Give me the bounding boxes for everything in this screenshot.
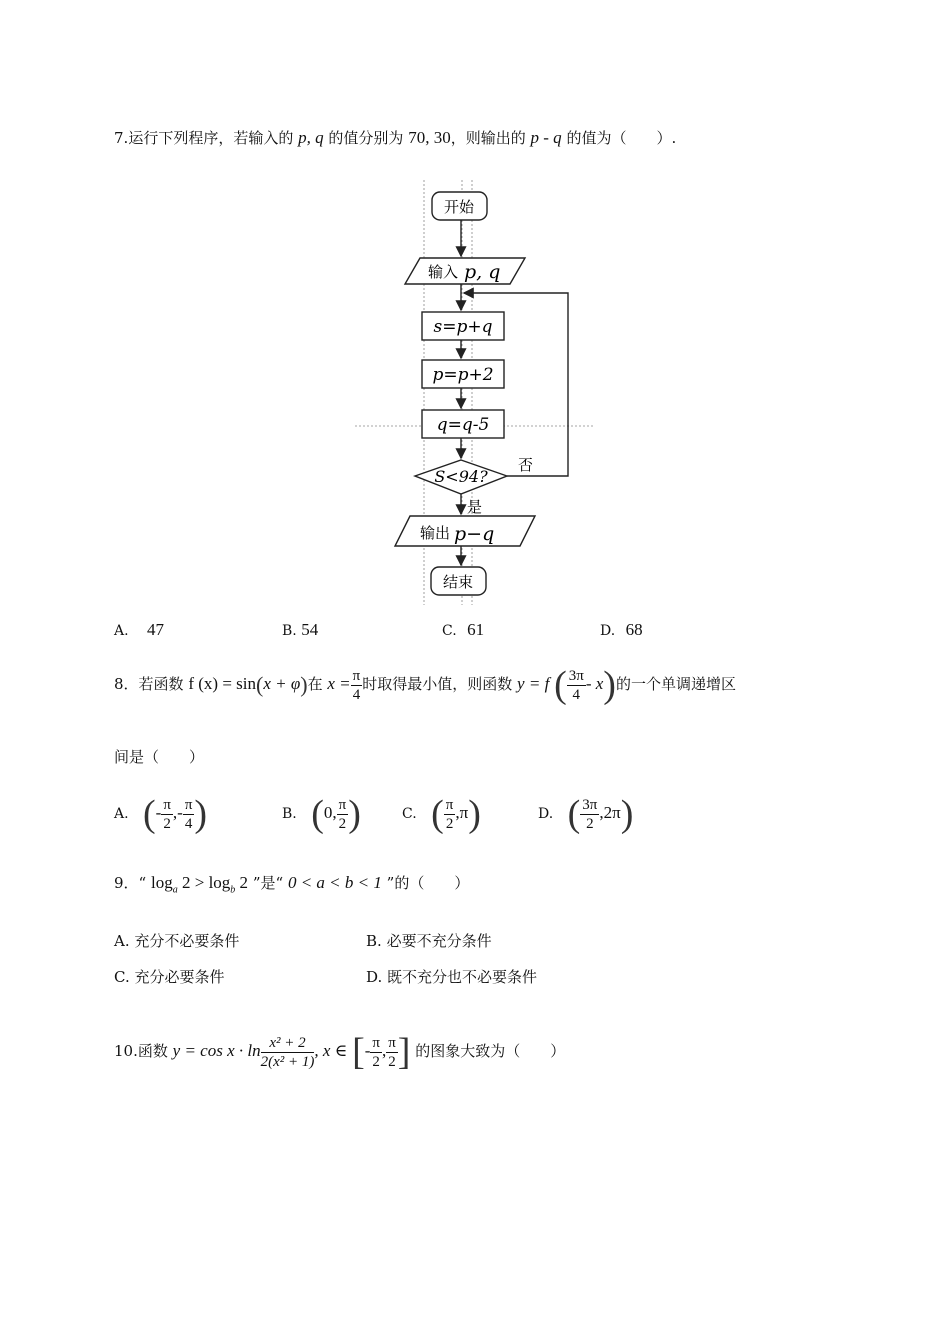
option-label: B. [282,806,297,822]
q7-text-b: 的值分别为 [328,129,404,147]
q8-pi-over-4: $\frac{\pi}{4}$ [352,667,361,703]
option-text: 充分必要条件 [134,968,225,986]
q9-option-c[interactable] [114,966,225,987]
q7-text-d: 的值为（ ）. [566,129,677,147]
q8-text-a: 若函数 [138,675,184,693]
option-text: 既不充分也不必要条件 [387,968,538,986]
flow-yes-label: 是 [467,498,483,516]
q7-values: 70, 30 [408,128,451,147]
q9-text-b: ”的（ ） [386,874,470,892]
q8-y-eq: y = f [517,674,550,693]
flow-output-prefix: 输出 [420,524,451,542]
flow-no-label: 否 [518,456,534,474]
option-value: 47 [147,620,165,639]
q9-line: 9．“ $\log_a 2 > \log_b 2$ ”是“ 0 < a < b < 1 ”的（ ） [114,873,470,896]
option-label: A. [114,932,130,950]
q7-vars: p, q [298,128,324,147]
q8-text-c: 时取得最小值，则函数 [362,675,513,693]
q8-line: 8．若函数 f (x) = sin(x + φ)在 x = $\frac{\pi}{4}$ 时取得最小值，则函数 y = f ( $\frac{3\pi}{4}$ - x)的一个单调递增区 [114,664,736,706]
q8-text-d: 的一个单调递增区 [615,675,736,693]
q7-text-c: ，则输出的 [450,129,526,147]
option-label: B. [282,623,297,639]
flow-input-prefix: 输入 [428,263,459,281]
q10-fraction: $\frac{\text{x² + 2}}{\text{2(x² + 1)}}$ [260,1034,315,1070]
option-value: 54 [301,620,319,639]
q10-text-a: 函数 [137,1042,168,1060]
q8-x-eq: x = [327,674,351,693]
q9-number: 9． [114,874,139,892]
q7-number: 7. [114,129,129,147]
flow-input-vars: p, q [464,261,501,283]
q8-three-pi-over-4: $\frac{3\pi}{4}$ [568,667,584,703]
flow-condition-label: S<94? [434,467,488,486]
q9-log-expr: $\log_a 2 > \log_b 2$ [151,873,249,896]
flow-output-expr: p−q [454,523,495,545]
option-label: B. [366,932,382,950]
q9-option-d[interactable] [366,966,537,987]
q10-x-in: , x ∈ [314,1041,348,1060]
q8-text-e: 间是（ ） [114,748,205,766]
option-value: 68 [625,620,643,639]
option-label: A. [114,623,129,639]
flow-step-q-label: q=q-5 [436,415,490,435]
q9-cond: 0 < a < b < 1 [287,873,382,892]
q8-option-b[interactable]: B. (0, $\frac{\pi}{2}$ ) [282,793,361,835]
flow-step-sum-label: s=p+q [433,317,493,337]
q7-flowchart [350,180,610,605]
option-label: D. [366,968,383,986]
q8-number: 8． [114,675,139,693]
option-value: 61 [467,620,485,639]
q8-option-a[interactable]: A. (- $\frac{\pi}{2}$ ,- $\frac{\pi}{4}$ ) [114,793,208,835]
q9-option-a[interactable] [114,930,239,951]
q10-line: 10.函数 y = cos x · ln $\frac{\text{x² + 2}}{\text{2(x² + 1)}}$ , x ∈ [- $\frac{\pi}{2}$ , $\frac{\pi}{2}$ ] 的图象大致为（ ） [114,1031,566,1073]
flow-end-label: 结束 [442,573,474,591]
q7-option-d[interactable] [600,620,643,640]
q7-option-b[interactable] [282,620,318,640]
q7-line [114,127,676,148]
flow-start-label: 开始 [443,198,475,216]
q8-func-arg: x + φ [263,674,301,693]
option-label: C. [114,968,130,986]
q10-text-b: 的图象大致为（ ） [415,1042,566,1060]
flow-step-p-label: p=p+2 [432,365,494,385]
option-label: D. [538,806,554,822]
q8-func: f (x) = sin [188,674,257,693]
q9-text-a: ”是“ [252,874,284,892]
q7-text-a: 运行下列程序，若输入的 [128,129,294,147]
q9-option-b[interactable] [366,930,492,951]
option-text: 充分不必要条件 [134,932,240,950]
q7-option-a[interactable] [114,620,164,640]
q8-text-b: 在 [307,675,323,693]
q8-option-d[interactable]: D. ( $\frac{3\pi}{2}$ ,2π) [538,793,634,835]
q10-y-eq: y = cos x · ln [172,1041,261,1060]
option-text: 必要不充分条件 [386,932,492,950]
q8-option-c[interactable]: C. ( $\frac{\pi}{2}$ ,π) [402,793,481,835]
option-label: C. [442,623,457,639]
q10-number: 10. [114,1042,138,1060]
q8-minus-x: - x [585,674,604,693]
option-label: A. [114,806,129,822]
option-label: C. [402,806,417,822]
q7-expr: p - q [530,128,562,147]
option-label: D. [600,623,616,639]
q7-option-c[interactable] [442,620,484,640]
